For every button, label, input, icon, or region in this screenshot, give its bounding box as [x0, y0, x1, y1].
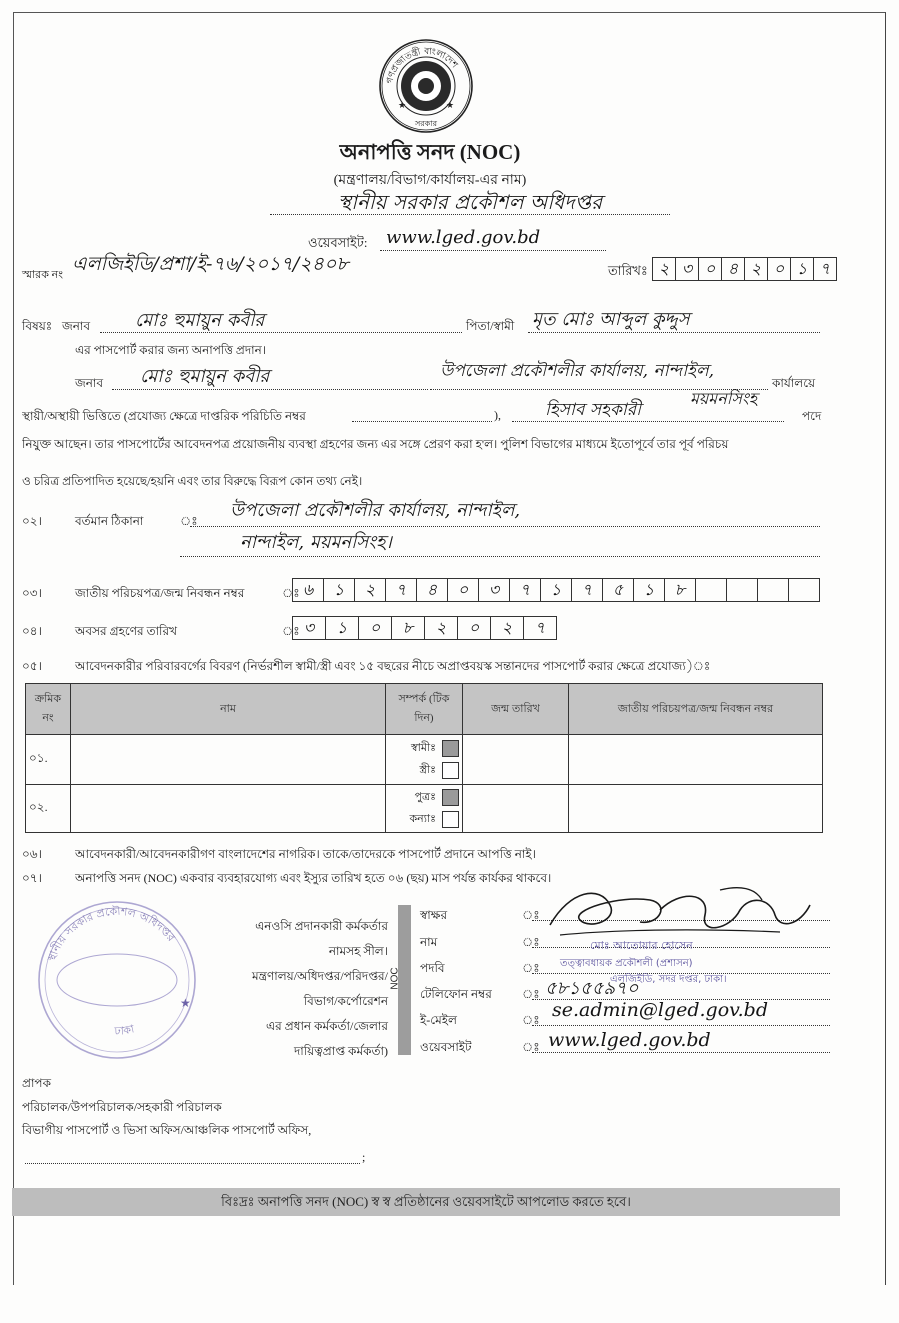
row-serial: ০১. — [26, 735, 71, 785]
field-colon: ঃ — [522, 1013, 540, 1027]
row-name — [71, 785, 386, 833]
address-number: ০২। — [22, 514, 42, 528]
retirement-digit-box: ৩ — [292, 616, 326, 640]
validity-text: অনাপত্তি সনদ (NOC) একবার ব্যবহারযোগ্য এবং ইস্যুর তারিখ হতে ০৬ (ছয়) মাস পর্যন্ত কার্যকর থাকবে। — [75, 871, 552, 885]
email-dots — [532, 1025, 830, 1026]
body-paragraph-line2: ও চরিত্র প্রতিপাদিত হয়েছে/হয়নি এবং তার বিরুদ্ধে বিরূপ কোন তথ্য নেই। — [22, 474, 363, 488]
signatory-desc-line: এনওসি প্রদানকারী কর্মকর্তার — [255, 919, 388, 933]
recipient-end: ; — [362, 1150, 366, 1164]
nid-number: ০৩। — [22, 586, 42, 600]
document-subtitle: (মন্ত্রণালয়/বিভাগ/কার্যালয়-এর নাম) — [333, 173, 527, 188]
nid-digit-box: ৫ — [603, 578, 634, 602]
nid-digit-box — [727, 578, 758, 602]
address-line2: নান্দাইল, ময়মনসিংহ। — [240, 532, 392, 553]
signatory-desc-line: এর প্রধান কর্মকর্তা/জেলার — [266, 1019, 388, 1033]
retirement-digit-box: ২ — [491, 616, 524, 640]
nid-digit-box: ৬ — [292, 578, 324, 602]
field-colon: ঃ — [522, 987, 540, 1001]
signatory-desc-line: মন্ত্রণালয়/অধিদপ্তর/পরিদপ্তর/ — [251, 969, 388, 983]
family-table — [25, 683, 823, 833]
retirement-label: অবসর গ্রহণের তারিখ — [75, 624, 177, 638]
retirement-digit-box: ০ — [359, 616, 392, 640]
relation-checkbox — [442, 762, 459, 779]
retirement-digit-box: ২ — [425, 616, 458, 640]
row-name — [71, 735, 386, 785]
signatory-desc-line: বিভাগ/কর্পোরেশন — [303, 994, 388, 1008]
stamp-star-icon: ★ — [180, 996, 191, 1010]
nid-digit-box — [696, 578, 727, 602]
date-digit-box: ৭ — [814, 257, 837, 281]
website-field-label: ওয়েবসাইট — [420, 1040, 472, 1054]
signatory-desc-line: দায়িত্বপ্রাপ্ত কর্মকর্তা) — [293, 1044, 388, 1058]
email-label: ই-মেইল — [420, 1013, 457, 1027]
date-digit-box: ০ — [768, 257, 791, 281]
relation-label: পুত্রঃ — [414, 791, 436, 803]
website-value: www.lged.gov.bd — [386, 227, 541, 248]
row-dob — [463, 735, 569, 785]
footer-note: বিঃদ্রঃ অনাপত্তি সনদ (NOC) স্ব স্ব প্রতিষ্ঠানের ওয়েবসাইটে আপলোড করতে হবে। — [12, 1188, 840, 1216]
nid-digit-box — [789, 578, 820, 602]
recipient-line2: বিভাগীয় পাসপোর্ট ও ভিসা অফিস/আঞ্চলিক পাসপোর্ট অফিস, — [22, 1123, 312, 1137]
office-name: স্থানীয় সরকার প্রকৌশল অধিদপ্তর — [337, 190, 603, 214]
nid-digit-box: ৭ — [510, 578, 541, 602]
stamp-officer-name: মোঃ আতোয়ার হোসেন — [590, 939, 693, 952]
designation-suffix: পদে — [802, 409, 822, 423]
website-field-value: www.lged.gov.bd — [548, 1029, 711, 1051]
designation-value: হিসাব সহকারী — [545, 400, 642, 420]
date-boxes — [652, 257, 837, 281]
body-mr-label: জনাব — [75, 376, 104, 390]
retirement-number: ০৪। — [22, 624, 42, 638]
citizen-text: আবেদনকারী/আবেদনকারীগণ বাংলাদেশের নাগরিক। তাকে/তাদেরকে পাসপোর্ট প্রদানে আপত্তি নাই। — [75, 847, 536, 861]
subject-line2: এর পাসপোর্ট করার জন্য অনাপত্তি প্রদান। — [75, 343, 267, 357]
relation-label: কন্যাঃ — [409, 813, 436, 825]
nid-digit-box: ২ — [355, 578, 386, 602]
document-title: অনাপত্তি সনদ (NOC) — [339, 140, 521, 164]
name-label: নাম — [420, 935, 438, 949]
header-relation: সম্পর্ক (টিক দিন) — [386, 684, 463, 735]
table-row — [26, 735, 823, 785]
date-label: তারিখঃ — [608, 263, 648, 278]
website-label: ওয়েবসাইট: — [308, 235, 368, 250]
stamp-officer-office: এলজিইডি, সদর দপ্তর, ঢাকা। — [610, 974, 727, 985]
relation-option — [389, 787, 459, 809]
row-nid — [569, 785, 823, 833]
retirement-digit-box: ০ — [458, 616, 491, 640]
recipient-line1: পরিচালক/উপপরিচালক/সহকারী পরিচালক — [22, 1100, 222, 1114]
citizen-number: ০৬। — [22, 847, 42, 861]
header-dob: জন্ম তারিখ — [463, 684, 569, 735]
nid-digit-box — [758, 578, 789, 602]
header-serial: ক্রমিক নং — [26, 684, 71, 735]
relation-option — [389, 738, 459, 760]
phone-label: টেলিফোন নম্বর — [420, 987, 492, 1001]
nid-digit-box: ১ — [634, 578, 665, 602]
relation-option — [389, 809, 459, 831]
relation-label: স্বামীঃ — [410, 742, 436, 754]
nid-label: জাতীয় পরিচয়পত্র/জন্ম নিবন্ধন নম্বর — [75, 586, 245, 600]
row-dob — [463, 785, 569, 833]
subject-label: বিষয়ঃ — [22, 319, 53, 333]
seal-bottom-text: সরকার — [414, 119, 438, 128]
recipient-label: প্রাপক — [22, 1076, 51, 1090]
retirement-digit-box: ৮ — [392, 616, 425, 640]
field-colon: ঃ — [522, 908, 540, 922]
relation-option — [389, 760, 459, 782]
email-value: se.admin@lged.gov.bd — [552, 999, 768, 1021]
office-id-line — [352, 421, 492, 422]
nid-digit-box: ৩ — [479, 578, 510, 602]
memo-number: এলজিইডি/প্রশা/ই-৭৬/২০১৭/২৪০৮ — [72, 253, 349, 275]
retirement-digit-box: ৭ — [524, 616, 557, 640]
row-serial: ০২. — [26, 785, 71, 833]
noc-vertical-bar — [389, 905, 411, 1055]
field-colon: ঃ — [522, 961, 540, 975]
memo-label: স্মারক নং — [22, 269, 63, 281]
seal-top-text: গণপ্রজাতন্ত্রী বাংলাদেশ — [385, 46, 460, 85]
date-digit-box: ০ — [699, 257, 722, 281]
office-stamp-top-text: স্থানীয় সরকার প্রকৌশল অধিদপ্তর — [44, 904, 178, 964]
nid-digit-box: ০ — [448, 578, 479, 602]
date-digit-box: ২ — [745, 257, 768, 281]
relation-checkbox — [442, 789, 459, 806]
nid-digit-box: ১ — [324, 578, 355, 602]
body-office-line2: ময়মনসিংহ — [690, 389, 758, 408]
government-seal — [378, 38, 474, 134]
family-table-header — [26, 684, 823, 735]
seal-star-icon: ★ — [446, 100, 455, 110]
nid-digit-box: ৪ — [417, 578, 448, 602]
nid-colon: ঃ — [282, 586, 300, 600]
signatory-desc-line: নামসহ সীল। — [328, 944, 388, 958]
subject-name: মোঃ হুমায়ুন কবীর — [135, 310, 265, 331]
field-colon: ঃ — [522, 935, 540, 949]
nid-digit-box: ৮ — [665, 578, 696, 602]
validity-number: ০৭। — [22, 871, 42, 885]
body-office: উপজেলা প্রকৌশলীর কার্যালয়, নান্দাইল, — [440, 361, 715, 381]
phone-value: ৫৮১৫৫৯৭০ — [545, 978, 639, 999]
date-digit-box: ২ — [652, 257, 676, 281]
row-relation — [386, 735, 463, 785]
noc-bar-text: NOC — [389, 967, 401, 990]
nid-digit-box: ১ — [541, 578, 572, 602]
retirement-digit-box: ১ — [326, 616, 359, 640]
family-text: আবেদনকারীর পরিবারবর্গের বিবরণ (নির্ভরশীল স্বামী/স্ত্রী এবং ১৫ বছরের নীচে অপ্রাপ্তবয়স্ক সন্তানদের পাসপোর্ট করার ক্ষেত্রে প্রযোজ্য)ঃ — [75, 659, 711, 673]
header-nid: জাতীয় পরিচয়পত্র/জন্ম নিবন্ধন নম্বর — [569, 684, 823, 735]
date-digit-box: ১ — [791, 257, 814, 281]
address-label: বর্তমান ঠিকানা — [75, 514, 144, 528]
address-colon: ঃ — [180, 514, 198, 528]
nid-digit-box: ৭ — [572, 578, 603, 602]
relation-checkbox — [442, 811, 459, 828]
svg-text:ঢাকা — [113, 1022, 136, 1038]
nid-boxes — [292, 578, 820, 602]
father-label: পিতা/স্বামী — [466, 319, 515, 333]
field-colon: ঃ — [522, 1040, 540, 1054]
permanent-temporary-text: স্থায়ী/অস্থায়ী ভিত্তিতে (প্রযোজ্য ক্ষেত্রে দাপ্তরিক পরিচিতি নম্বর — [22, 409, 306, 423]
header-name: নাম — [71, 684, 386, 735]
date-digit-box: ৪ — [722, 257, 745, 281]
stamp-officer-designation: তত্ত্বাবধায়ক প্রকৌশলী (প্রশাসন) — [560, 958, 693, 969]
address-line1: উপজেলা প্রকৌশলীর কার্যালয়, নান্দাইল, — [230, 500, 521, 521]
signature-label: স্বাক্ষর — [420, 908, 448, 922]
relation-checkbox — [442, 740, 459, 757]
family-number: ০৫। — [22, 659, 42, 673]
table-row — [26, 785, 823, 833]
subject-mr-label: জনাব — [62, 319, 91, 333]
retirement-boxes — [292, 616, 557, 640]
row-relation — [386, 785, 463, 833]
father-name: মৃত মোঃ আব্দুল কুদ্দুস — [532, 309, 690, 330]
body-name: মোঃ হুমায়ুন কবীর — [140, 366, 270, 387]
office-stamp-bottom-text: ঢাকা — [114, 1022, 136, 1038]
body-office-suffix: কার্যালয়ে — [772, 376, 816, 390]
designation-label: পদবি — [420, 961, 445, 975]
nid-digit-box: ৭ — [386, 578, 417, 602]
seal-star-icon: ★ — [398, 100, 407, 110]
relation-label: স্ত্রীঃ — [419, 764, 436, 776]
date-digit-box: ৩ — [676, 257, 699, 281]
recipient-address-dots — [25, 1163, 360, 1164]
row-nid — [569, 735, 823, 785]
body-paragraph-line1: নিযুক্ত আছেন। তার পাসপোর্টের আবেদনপত্র প্রয়োজনীয় ব্যবস্থা গ্রহণের জন্য এর সঙ্গে প্রেরণ করা হ'ল। পুলিশ বিভাগের মাধ্যমে ইতোপূর্বে তার পূর্ব পরিচয় — [22, 437, 729, 451]
retirement-colon: ঃ — [282, 624, 300, 638]
website-field-dots — [532, 1052, 830, 1053]
office-id-close: ), — [494, 408, 501, 422]
